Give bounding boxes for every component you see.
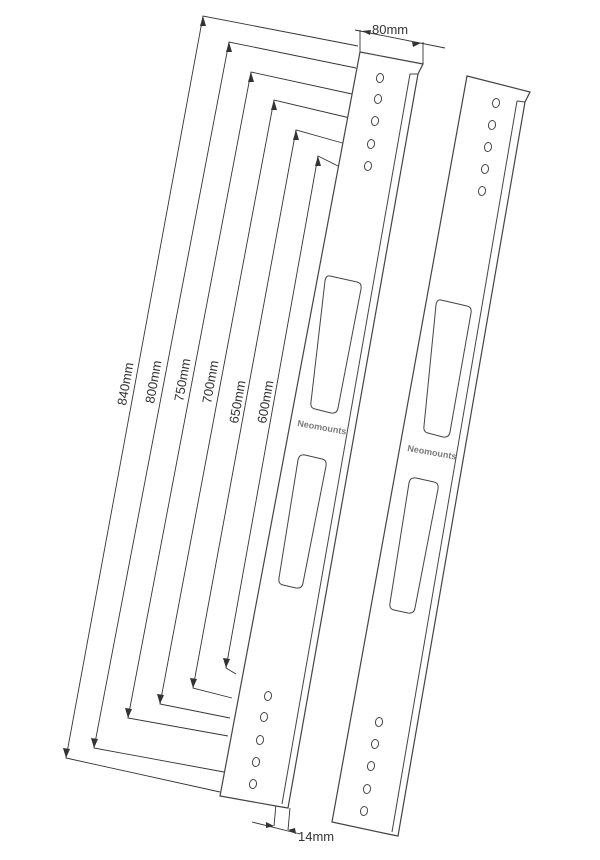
arrow-840-top	[200, 16, 206, 26]
length-label-650: 650mm	[226, 379, 249, 425]
arrow-700-bottom	[157, 694, 164, 704]
arrow-600-bottom	[223, 658, 230, 668]
arrow-750-top	[248, 72, 254, 82]
arrow-650-bottom	[190, 678, 197, 688]
thickness-label: 14mm	[298, 829, 335, 844]
length-label-800: 800mm	[142, 359, 165, 405]
width-label: 80mm	[372, 22, 409, 37]
length-label-700: 700mm	[199, 359, 222, 405]
arrow-650-top	[293, 130, 299, 140]
arrow-700-top	[271, 100, 277, 110]
left-strip-brand: Neomounts	[296, 418, 348, 437]
length-label-840: 840mm	[114, 361, 137, 407]
thickness-dimension	[252, 804, 334, 844]
right-strip-brand: Neomounts	[406, 443, 458, 462]
arrow-800-bottom	[91, 738, 98, 748]
arrow-840-bottom	[63, 748, 70, 758]
arrow-800-top	[226, 42, 232, 52]
length-label-600: 600mm	[254, 379, 277, 425]
arrow-750-bottom	[125, 708, 132, 718]
length-label-750: 750mm	[171, 357, 194, 403]
